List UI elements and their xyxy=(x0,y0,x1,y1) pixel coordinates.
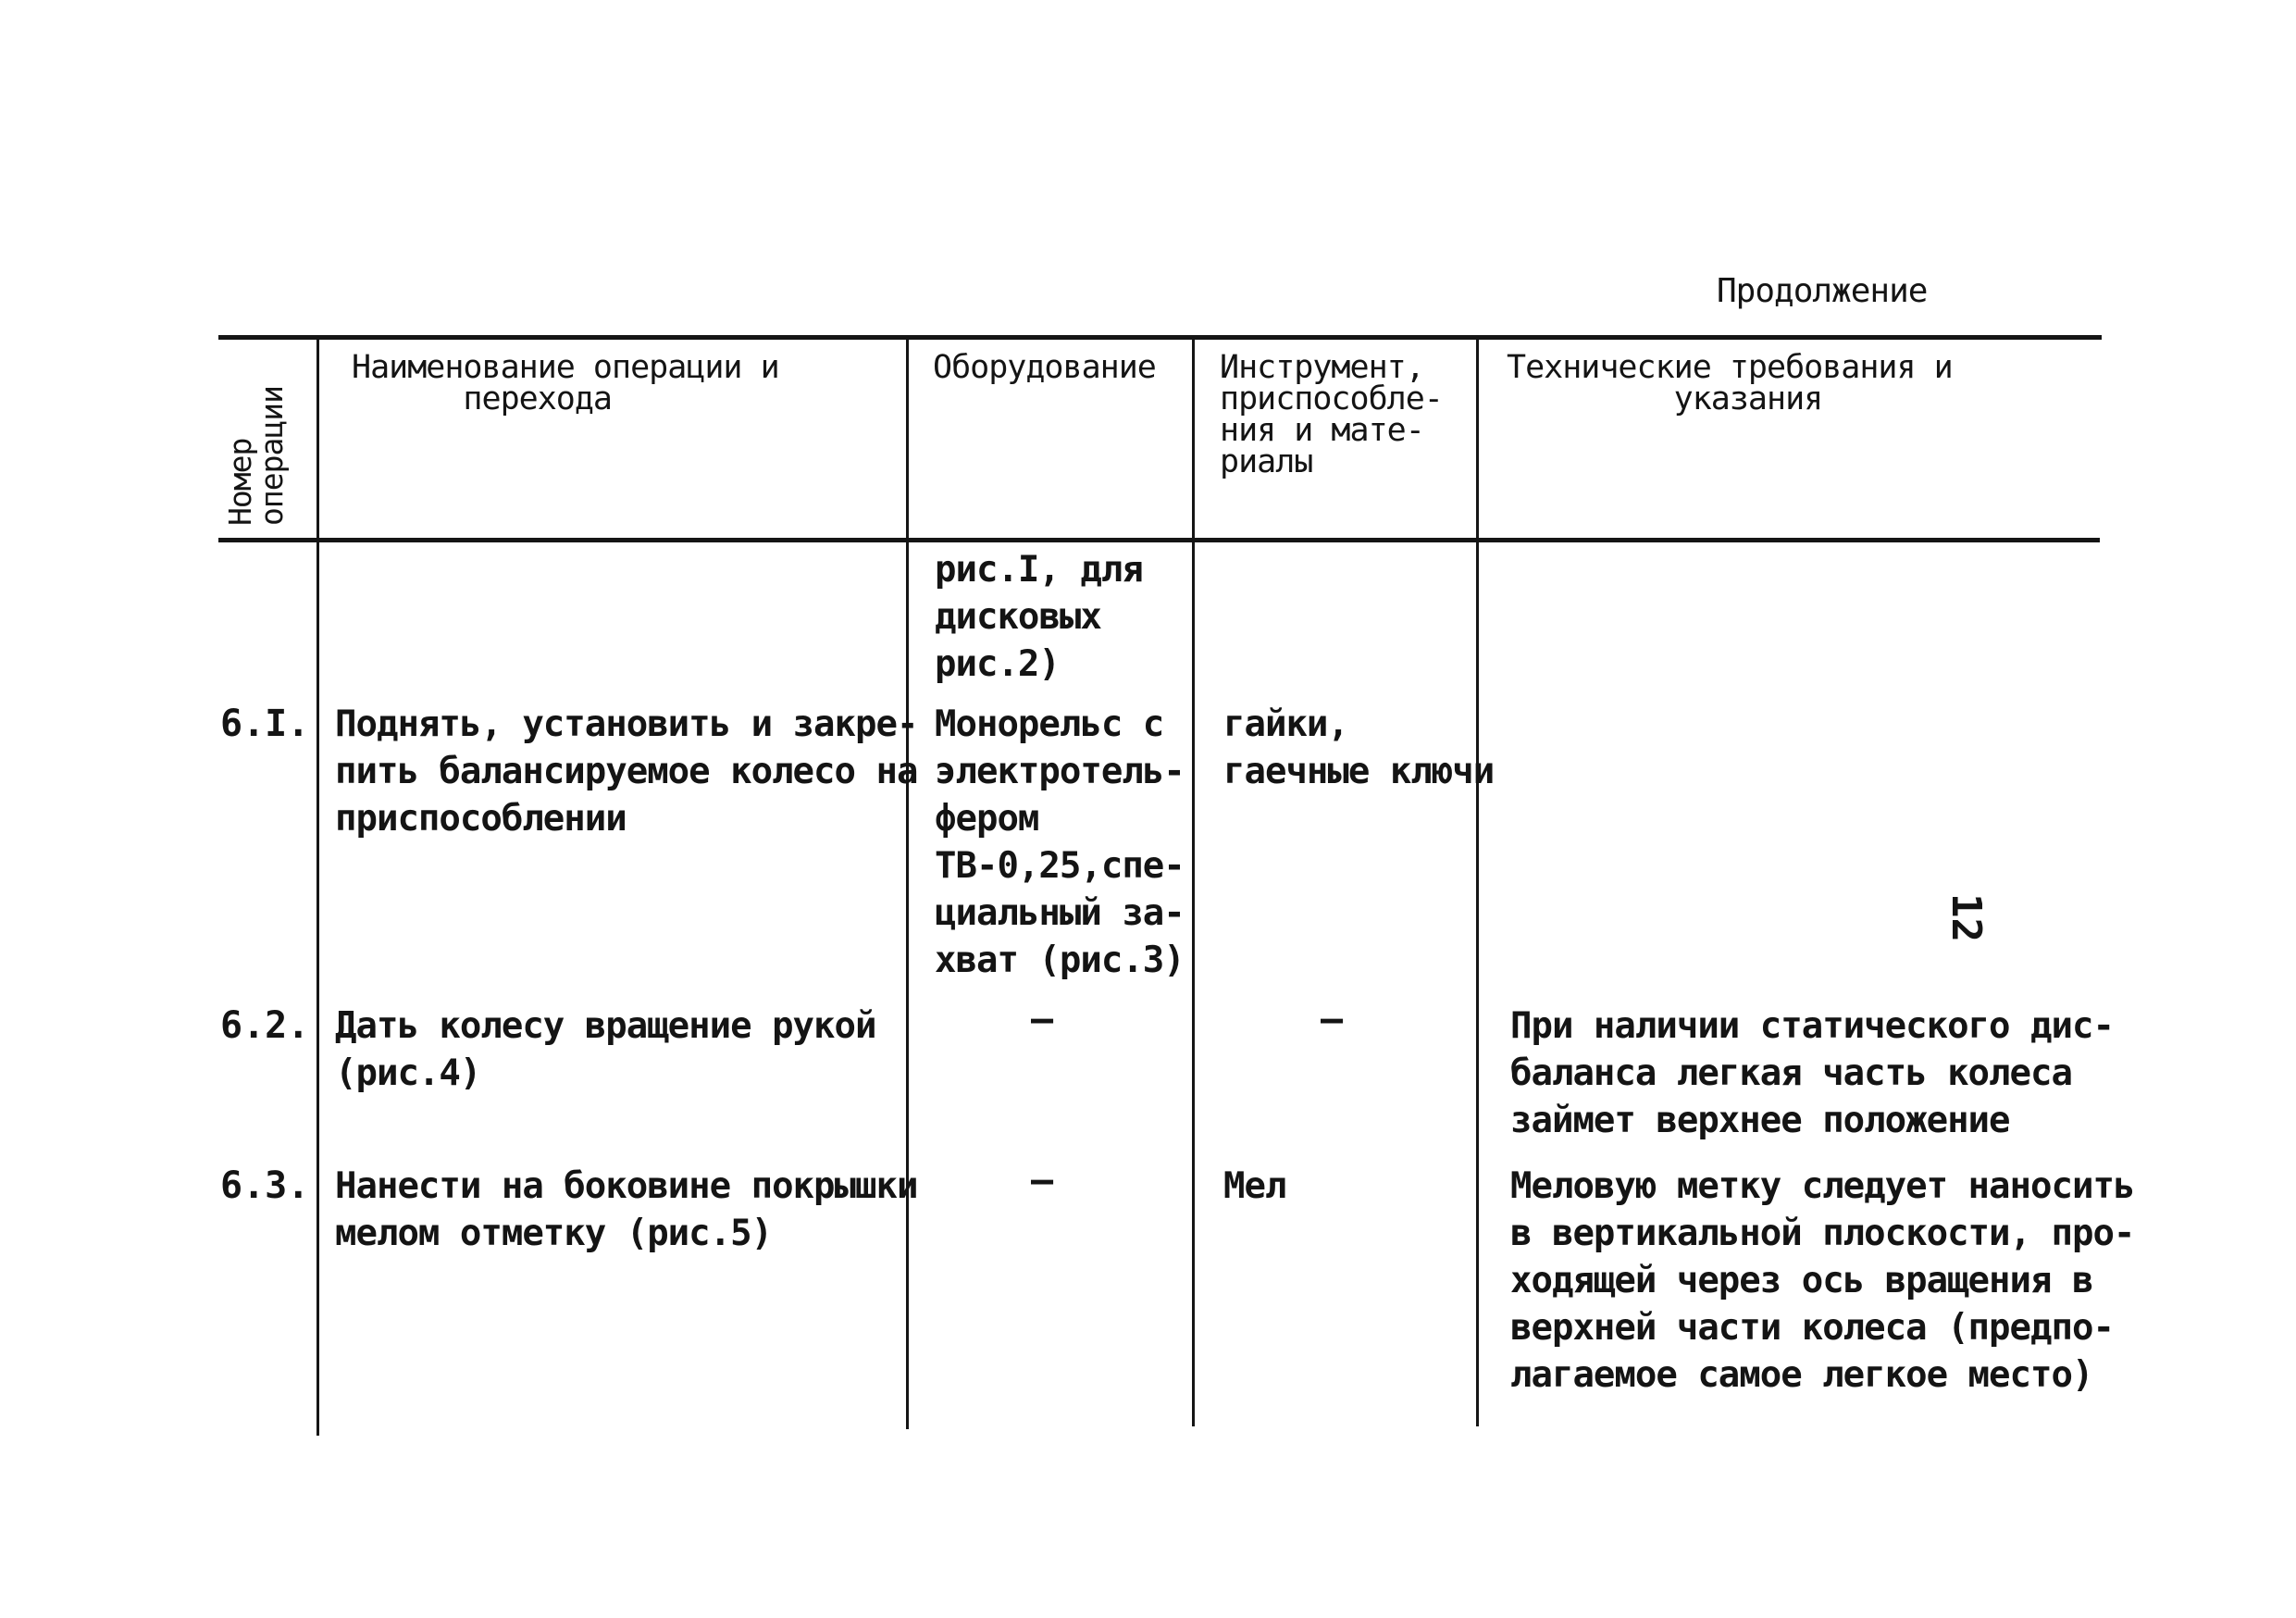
column-divider-2 xyxy=(906,339,909,1429)
row-2-number: 6.2. xyxy=(220,1004,310,1047)
header-equipment: Оборудование xyxy=(933,349,1156,386)
table-top-rule xyxy=(218,335,2102,340)
row-3-name: Нанести на боковине покрышки мелом отметку (рис.5) xyxy=(335,1165,918,1254)
header-requirements: Технические требования и указания xyxy=(1507,349,1953,417)
column-divider-1 xyxy=(316,339,319,1436)
column-divider-3 xyxy=(1192,339,1195,1426)
row-3-requirements: Меловую метку следует наносить в вертикальной плоскости, про- ходящей через ось вращения в верхней части колеса (предпо- лагаемое самое легкое место) xyxy=(1510,1165,2135,1396)
row-3-tools: Мел xyxy=(1223,1165,1286,1207)
row-3-equipment: – xyxy=(1031,1159,1054,1201)
row-0-equipment: рис.I, для дисковых рис.2) xyxy=(935,549,1143,685)
row-2-equipment: – xyxy=(1031,998,1054,1040)
continuation-label: Продолжение xyxy=(1717,272,1928,310)
header-op-number: Номер операции xyxy=(222,386,290,526)
header-op-name: Наименование операции и перехода xyxy=(352,349,779,417)
row-2-name: Дать колесу вращение рукой (рис.4) xyxy=(335,1005,876,1094)
header-tools: Инструмент, приспособле- ния и мате- риалы xyxy=(1220,349,1443,480)
row-1-name: Поднять, установить и закре- пить балансируемое колесо на приспособлении xyxy=(335,703,918,840)
column-divider-4 xyxy=(1476,339,1479,1426)
row-1-equipment: Монорельс с электротель- фером ТВ-0,25,спе- циальный за- хват (рис.3) xyxy=(935,703,1185,981)
row-1-number: 6.I. xyxy=(220,703,310,745)
row-2-requirements: При наличии статического дис- баланса легкая часть колеса займет верхнее положение xyxy=(1510,1005,2114,1141)
row-1-tools: гайки, гаечные ключи xyxy=(1223,703,1495,792)
row-3-number: 6.3. xyxy=(220,1164,310,1207)
page-number: 12 xyxy=(1942,893,1990,942)
header-bottom-rule xyxy=(218,538,2100,542)
row-2-tools: – xyxy=(1321,998,1344,1040)
